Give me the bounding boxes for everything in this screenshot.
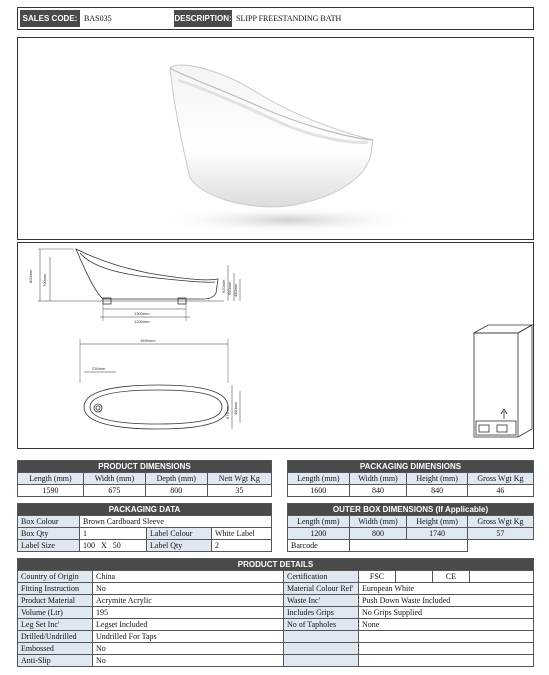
pd-header-length: Length (mm)	[18, 473, 84, 485]
detail-label-material: Product Material	[18, 595, 93, 607]
cert-fsc: FSC	[359, 571, 396, 582]
detail-value-volume: 195	[93, 607, 284, 619]
detail-label-certification: Certification	[284, 571, 359, 583]
label-colour-label: Label Colour	[147, 528, 212, 540]
detail-value-material: Acrymite Acrylic	[93, 595, 284, 607]
outer-box-title: OUTER BOX DIMENSIONS (If Applicable)	[288, 504, 534, 516]
detail-label-antislip: Anti-Slip	[18, 655, 93, 667]
detail-value-drilled: Undrilled For Taps	[93, 631, 284, 643]
dim-right-1: 620mm	[221, 279, 226, 293]
dim-waste-offset: 230mm	[92, 366, 106, 371]
bath-photo	[18, 38, 533, 239]
pkd-length: 1600	[288, 485, 350, 497]
dim-right-2: 560mm	[227, 281, 232, 295]
product-details-table	[17, 558, 534, 667]
pkd-weight: 46	[467, 485, 533, 497]
dim-inner-length-2: 1200mm	[134, 319, 150, 324]
ob-width: 800	[349, 528, 407, 540]
cert-ce-box	[470, 571, 533, 582]
detail-value-empty-3	[359, 655, 534, 667]
box-colour-value: Brown Cardboard Sleeve	[80, 516, 272, 528]
detail-value-colour-ref: European White	[359, 583, 534, 595]
product-dimensions-table	[17, 460, 272, 497]
ob-header-length: Length (mm)	[288, 516, 350, 528]
detail-value-embossed: No	[93, 643, 284, 655]
header-bar	[17, 7, 534, 30]
pkd-header-width: Width (mm)	[349, 473, 407, 485]
barcode-spacer	[467, 540, 533, 552]
cert-ce: CE	[433, 571, 470, 582]
pd-header-weight: Nett Wgt Kg	[207, 473, 271, 485]
detail-label-colour-ref: Material Colour Ref'	[284, 583, 359, 595]
pkd-height: 840	[407, 485, 467, 497]
description-label: DESCRIPTION:	[174, 10, 232, 27]
label-qty-value: 2	[212, 540, 272, 552]
detail-label-country: Country of Origin	[18, 571, 93, 583]
cert-fsc-box	[396, 571, 433, 582]
pd-depth: 800	[145, 485, 207, 497]
dim-inner-length-1: 1300mm	[134, 311, 150, 316]
detail-label-embossed: Embossed	[18, 643, 93, 655]
detail-label-legset: Leg Set Inc'	[18, 619, 93, 631]
pkd-width: 840	[349, 485, 407, 497]
ob-header-height: Height (mm)	[407, 516, 467, 528]
detail-label-drilled: Drilled/Undrilled	[18, 631, 93, 643]
pkd-header-height: Height (mm)	[407, 473, 467, 485]
detail-label-waste: Waste Inc'	[284, 595, 359, 607]
dim-side-height-1: 800mm	[28, 269, 33, 283]
packaging-data-title: PACKAGING DATA	[18, 504, 272, 516]
packaging-data-table	[17, 503, 272, 552]
dim-plan-width-1: 675mm	[225, 405, 230, 419]
detail-value-waste: Push Down Waste Included	[359, 595, 534, 607]
pd-width: 675	[83, 485, 145, 497]
barcode-label: Barcode	[288, 540, 350, 552]
ob-header-width: Width (mm)	[349, 516, 407, 528]
pd-length: 1590	[18, 485, 84, 497]
dim-side-height-2: 700mm	[42, 273, 47, 287]
ob-height: 1740	[407, 528, 467, 540]
detail-value-empty-2	[359, 643, 534, 655]
detail-value-certification	[359, 571, 534, 583]
sales-code-label: SALES CODE:	[20, 10, 80, 27]
box-colour-label: Box Colour	[18, 516, 80, 528]
detail-value-antislip: No	[93, 655, 284, 667]
label-size-value: 100 X 50	[80, 540, 147, 552]
detail-label-empty-1	[284, 631, 359, 643]
detail-label-volume: Volume (Ltr)	[18, 607, 93, 619]
outer-box-sketch	[474, 325, 532, 437]
dim-plan-width-2: 460mm	[233, 401, 238, 415]
label-size-label: Label Size	[18, 540, 80, 552]
detail-value-legset: Legset Included	[93, 619, 284, 631]
detail-value-country: China	[93, 571, 284, 583]
pkd-header-weight: Gross Wgt Kg	[467, 473, 533, 485]
product-photo-panel	[17, 37, 534, 240]
detail-label-empty-3	[284, 655, 359, 667]
detail-value-fitting: No	[93, 583, 284, 595]
pd-header-depth: Depth (mm)	[145, 473, 207, 485]
pd-weight: 35	[207, 485, 271, 497]
detail-value-grips: No Grips Supplied	[359, 607, 534, 619]
pkd-header-length: Length (mm)	[288, 473, 350, 485]
detail-label-grips: Includes Grips	[284, 607, 359, 619]
technical-drawing	[18, 243, 533, 448]
ob-length: 1200	[288, 528, 350, 540]
outer-box-table	[287, 503, 534, 552]
sales-code-value: BAS035	[84, 14, 112, 23]
product-dimensions-title: PRODUCT DIMENSIONS	[18, 461, 272, 473]
detail-value-tapholes: None	[359, 619, 534, 631]
technical-drawing-panel	[17, 242, 534, 449]
detail-value-empty-1	[359, 631, 534, 643]
pd-header-width: Width (mm)	[83, 473, 145, 485]
packaging-dimensions-title: PACKAGING DIMENSIONS	[288, 461, 534, 473]
barcode-value	[349, 540, 467, 552]
product-details-title: PRODUCT DETAILS	[18, 559, 534, 571]
plan-view	[80, 339, 240, 429]
detail-label-fitting: Fitting Instruction	[18, 583, 93, 595]
box-qty-value: 1	[80, 528, 147, 540]
dim-top-length: 1590mm	[140, 338, 156, 343]
description-value: SLIPP FREESTANDING BATH	[236, 14, 342, 23]
dim-right-3: 440mm	[233, 283, 238, 297]
label-qty-label: Label Qty	[147, 540, 212, 552]
ob-header-weight: Gross Wgt Kg	[467, 516, 533, 528]
packaging-dimensions-table	[287, 460, 534, 497]
box-qty-label: Box Qty	[18, 528, 80, 540]
ob-weight: 57	[467, 528, 533, 540]
detail-label-empty-2	[284, 643, 359, 655]
detail-label-tapholes: No of Tapholes	[284, 619, 359, 631]
label-colour-value: White Label	[212, 528, 272, 540]
